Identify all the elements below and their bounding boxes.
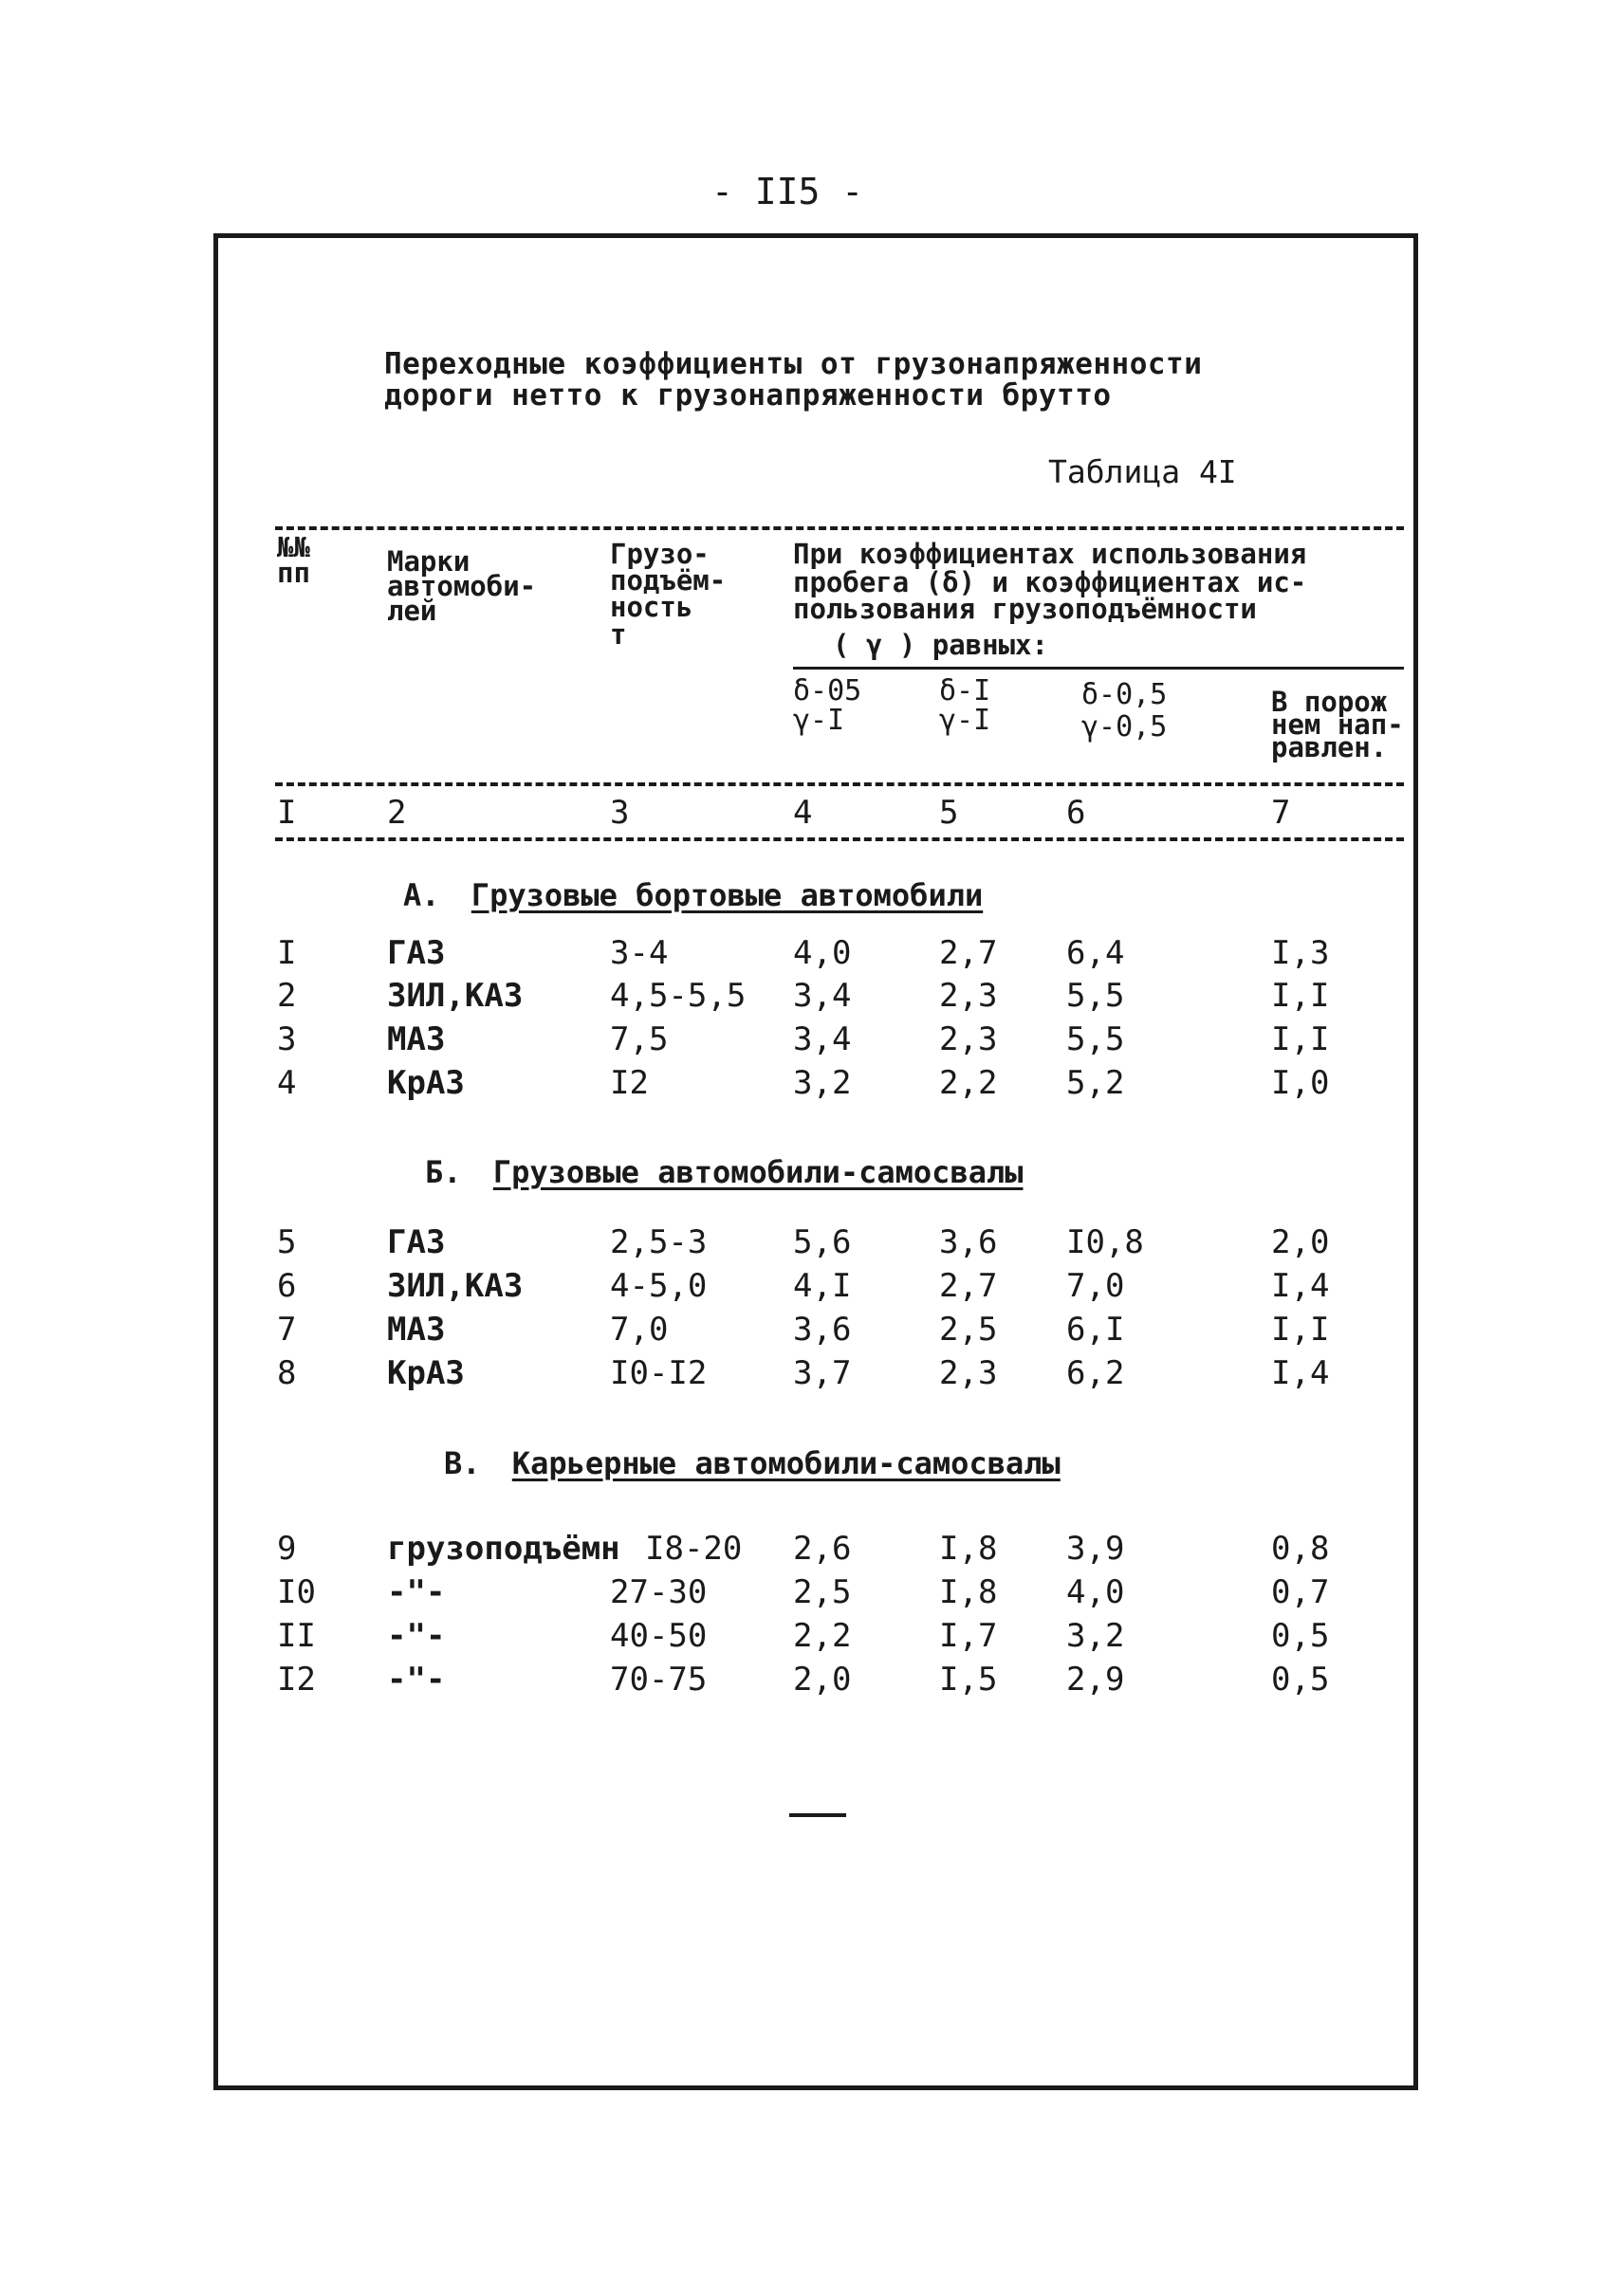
value-col6: 5,2 [1066,1064,1125,1102]
brand: -"- [387,1573,446,1611]
brand: -"- [387,1617,446,1655]
column-numbers-rule [275,837,1404,841]
header-col6-line-2: γ-0,5 [1081,710,1168,744]
value-col5: 3,6 [939,1223,998,1261]
header-col2-line-2: автомоби- [387,570,537,602]
header-col1-line-1: №№ [277,531,310,563]
value-col5: 2,7 [939,1267,998,1305]
column-number: 4 [793,794,813,832]
brand: -"- [387,1661,446,1699]
row-number: 9 [277,1530,297,1568]
row-number: 7 [277,1311,297,1349]
header-group-line-2: пробега (δ) и коэффициентах ис- [793,566,1307,598]
row-number: II [277,1617,316,1655]
value-col7: 0,7 [1271,1573,1330,1611]
header-col3-line-1: Грузо- [610,538,710,570]
row-number: I0 [277,1573,316,1611]
value-col6: 7,0 [1066,1267,1125,1305]
capacity: 2,5-3 [610,1223,708,1261]
value-col5: I,8 [939,1573,998,1611]
capacity: 7,5 [610,1020,669,1058]
section-heading-b [425,1154,1024,1190]
header-col5-line-2: γ-I [939,704,991,737]
value-col7: 0,5 [1271,1661,1330,1699]
header-col7-line-3: равлен. [1271,731,1388,763]
column-number: 6 [1066,794,1086,832]
value-col7: I,4 [1271,1267,1330,1305]
header-col4-line-2: γ-I [793,704,845,737]
brand: грузоподъёмн [387,1530,620,1568]
header-col6-line-1: δ-0,5 [1081,678,1168,711]
value-col4: 3,4 [793,1020,852,1058]
column-number: 7 [1271,794,1291,832]
section-letter: А. [403,877,440,913]
value-col7: 2,0 [1271,1223,1330,1261]
value-col7: I,I [1271,1311,1330,1349]
value-col7: 0,8 [1271,1530,1330,1568]
row-number: 5 [277,1223,297,1261]
value-col4: 3,2 [793,1064,852,1102]
value-col4: 3,4 [793,977,852,1015]
section-title: Карьерные автомобили-самосвалы [511,1445,1061,1481]
header-col3-line-4: т [610,618,627,651]
value-col6: 6,2 [1066,1354,1125,1392]
header-col4-line-1: δ-05 [793,674,862,707]
header-bottom-rule [275,782,1404,786]
value-col6: 5,5 [1066,977,1125,1015]
table-title-line-2: дороги нетто к грузонапряженности брутто [384,378,1112,413]
value-col5: I,5 [939,1661,998,1699]
end-of-table-dash [789,1813,846,1817]
value-col6: 3,9 [1066,1530,1125,1568]
capacity: 4,5-5,5 [610,977,747,1015]
header-col2-line-1: Марки [387,545,471,578]
header-col3-line-2: подъём- [610,564,727,597]
brand: ЗИЛ,КАЗ [387,977,524,1015]
table-title-line-1: Переходные коэффициенты от грузонапряженности [384,347,1203,381]
value-col6: 4,0 [1066,1573,1125,1611]
value-col6: 2,9 [1066,1661,1125,1699]
row-number: 3 [277,1020,297,1058]
brand: ЗИЛ,КАЗ [387,1267,524,1305]
header-group-line-1: При коэффициентах использования [793,538,1307,570]
row-number: 4 [277,1064,297,1102]
brand: МАЗ [387,1311,446,1349]
value-col5: 2,5 [939,1311,998,1349]
value-col6: 3,2 [1066,1617,1125,1655]
value-col7: I,I [1271,1020,1330,1058]
capacity: 3-4 [610,934,669,972]
header-col2-line-3: лей [387,595,437,627]
brand: ГАЗ [387,1223,446,1261]
value-col5: 2,7 [939,934,998,972]
row-number: I [277,934,297,972]
section-title: Грузовые автомобили-самосвалы [492,1154,1024,1190]
section-letter: В. [444,1445,481,1481]
row-number: 8 [277,1354,297,1392]
value-col4: 4,I [793,1267,852,1305]
value-col6: 5,5 [1066,1020,1125,1058]
table-label: Таблица 4I [1048,453,1237,490]
brand: МАЗ [387,1020,446,1058]
brand: ГАЗ [387,934,446,972]
header-group-line-4: ( γ ) равных: [833,629,1048,661]
value-col4: 2,5 [793,1573,852,1611]
value-col7: I,0 [1271,1064,1330,1102]
value-col5: 2,3 [939,977,998,1015]
value-col5: I,8 [939,1530,998,1568]
value-col6: 6,4 [1066,934,1125,972]
header-group-line-3: пользования грузоподъёмности [793,593,1257,625]
row-number: 6 [277,1267,297,1305]
value-col5: 2,2 [939,1064,998,1102]
row-number: 2 [277,977,297,1015]
capacity: I2 [610,1064,649,1102]
column-number: 3 [610,794,630,832]
header-col7-line-2: нем нап- [1271,708,1404,741]
row-number: I2 [277,1661,316,1699]
header-col7-line-1: В порож [1271,686,1388,718]
capacity: 4-5,0 [610,1267,708,1305]
header-col3-line-3: ность [610,591,693,623]
brand: КрАЗ [387,1354,465,1392]
value-col4: 2,6 [793,1530,852,1568]
value-col4: 3,6 [793,1311,852,1349]
section-title: Грузовые бортовые автомобили [471,877,984,913]
value-col4: 2,0 [793,1661,852,1699]
brand: КрАЗ [387,1064,465,1102]
value-col7: I,3 [1271,934,1330,972]
column-number: I [277,794,297,832]
capacity: 40-50 [610,1617,708,1655]
capacity: 27-30 [610,1573,708,1611]
value-col4: 4,0 [793,934,852,972]
value-col7: I,4 [1271,1354,1330,1392]
value-col6: 6,I [1066,1311,1125,1349]
value-col7: 0,5 [1271,1617,1330,1655]
section-heading-a [403,877,983,913]
header-col5-line-1: δ-I [939,674,991,707]
value-col5: 2,3 [939,1020,998,1058]
header-group-rule [793,667,1404,670]
value-col5: 2,3 [939,1354,998,1392]
page-number: - II5 - [711,171,864,212]
header-top-rule [275,526,1404,530]
capacity: 70-75 [610,1661,708,1699]
header-col1-line-2: пп [277,557,310,589]
value-col4: 5,6 [793,1223,852,1261]
section-heading-v [444,1445,1061,1481]
capacity: 7,0 [610,1311,669,1349]
value-col4: 3,7 [793,1354,852,1392]
column-number: 5 [939,794,959,832]
capacity: I0-I2 [610,1354,708,1392]
column-number: 2 [387,794,407,832]
value-col5: I,7 [939,1617,998,1655]
value-col7: I,I [1271,977,1330,1015]
value-col6: I0,8 [1066,1223,1144,1261]
capacity: I8-20 [645,1530,743,1568]
section-letter: Б. [425,1154,462,1190]
value-col4: 2,2 [793,1617,852,1655]
